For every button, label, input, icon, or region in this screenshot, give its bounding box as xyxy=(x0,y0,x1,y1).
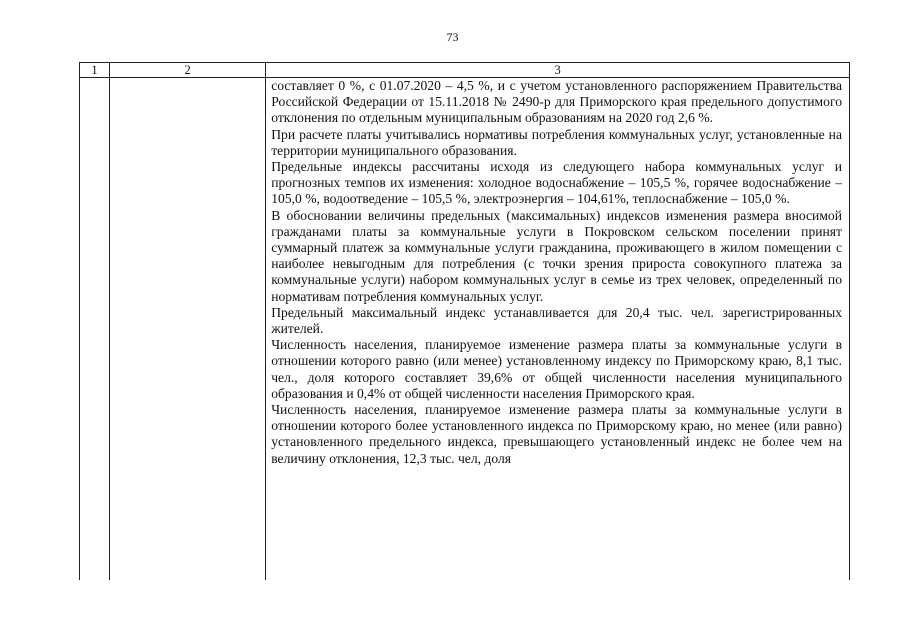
cell-column-3 xyxy=(266,78,850,581)
paragraph: составляет 0 %, с 01.07.2020 – 4,5 %, и с учетом установленного распоряжением Правительства Российской Федерации от 15.11.2018 № 2490-р для Приморского края предельного допустимого отклонения по отдельным муниципальным образованиям на 2020 год 2,6 %. xyxy=(271,78,842,126)
paragraph: При расчете платы учитывались нормативы потребления коммунальных услуг, установленные на территории муниципального образования. xyxy=(271,126,842,158)
cell-column-2 xyxy=(110,78,266,581)
table-row xyxy=(80,78,850,581)
column-header-1: 1 xyxy=(80,63,110,78)
column-header-2: 2 xyxy=(110,63,266,78)
cell-column-1 xyxy=(80,78,110,581)
column-header-3: 3 xyxy=(266,63,850,78)
document-table xyxy=(79,62,850,580)
page-number: 73 xyxy=(446,30,459,44)
paragraph: Численность населения, планируемое изменение размера платы за коммунальные услуги в отношении которого более установленного индекса по Приморскому краю, но менее (или равно) установленного предельного индекса, превышающего установленный индекс не более чем на величину отклонения, 12,3 тыс. чел, доля xyxy=(271,402,842,466)
paragraph: Предельный максимальный индекс устанавливается для 20,4 тыс. чел. зарегистрированных жителей. xyxy=(271,304,842,337)
paragraph: Численность населения, планируемое изменение размера платы за коммунальные услуги в отношении которого равно (или менее) установленному индексу по Приморскому краю, 8,1 тыс. чел., доля которого составляет 39,6% от общей численности населения муниципального образования и 0,4% от общей численности населения Приморского края. xyxy=(271,337,842,401)
paragraph: В обосновании величины предельных (максимальных) индексов изменения размера вносимой гражданами платы за коммунальные услуги в Покровском сельском поселении принят суммарный платеж за коммунальные услуги гражданина, проживающего в жилом помещении с наиболее невыгодным для потребления (с точки зрения прироста совокупного платежа за коммунальные услуги) набором коммунальных услуг в семье из трех человек, определенный по нормативам потребления коммунальных услуг. xyxy=(271,207,842,304)
table-header-row xyxy=(80,63,850,78)
paragraph: Предельные индексы рассчитаны исходя из следующего набора коммунальных услуг и прогнозных темпов их изменения: холодное водоснабжение – 105,5 %, горячее водоснабжение – 105,0 %, водоотведение – 105,5 %, электроэнергия – 104,61%, теплоснабжение – 105,0 %. xyxy=(271,159,842,207)
